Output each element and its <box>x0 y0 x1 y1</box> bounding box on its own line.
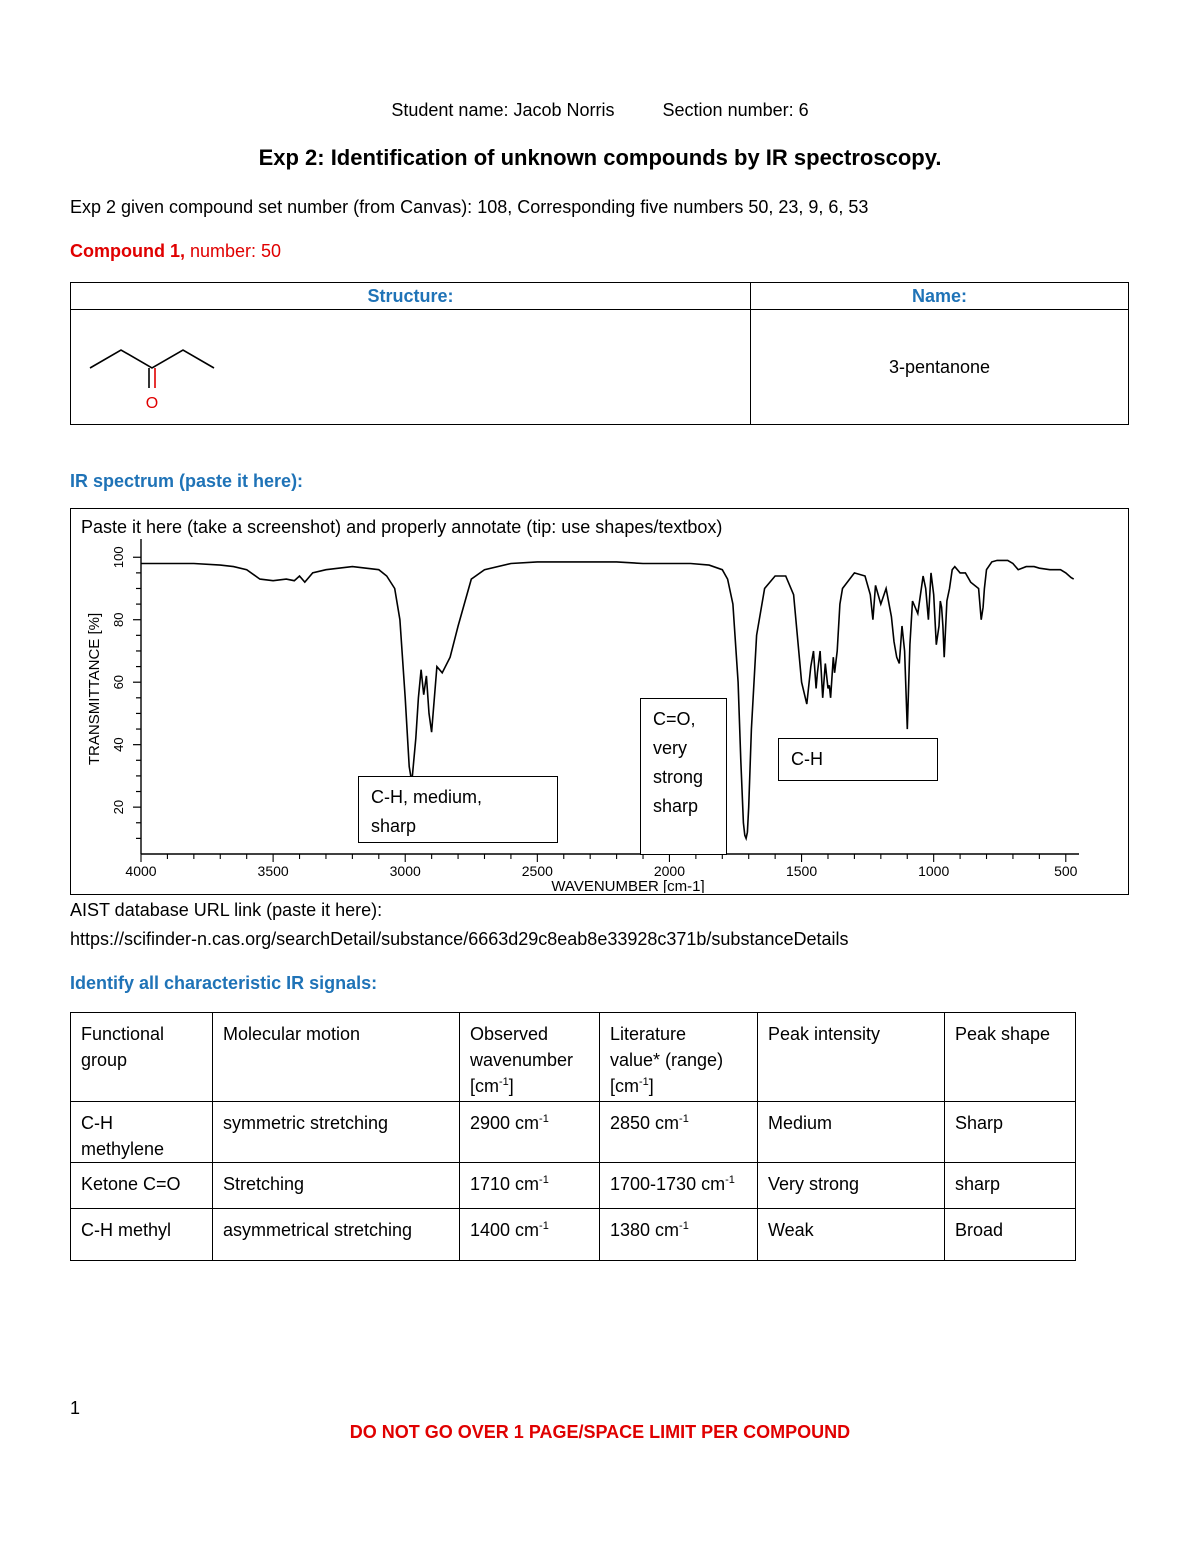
cell-shape: sharp <box>945 1163 1076 1209</box>
annotation-text: strong <box>653 767 704 787</box>
y-tick-label: 60 <box>111 674 126 690</box>
table-header-row <box>71 1013 1076 1102</box>
student-name: Student name: Jacob Norris <box>391 100 615 120</box>
cell-literature: 1700-1730 $cm^{-1}$ <box>600 1163 758 1209</box>
cell-motion: Stretching <box>213 1163 460 1209</box>
x-tick-label: 2500 <box>521 863 553 879</box>
cell-literature: 1380 $cm^{-1}$ <box>600 1209 758 1261</box>
cell-motion: symmetric stretching <box>213 1102 460 1163</box>
y-tick-label: 40 <box>111 737 126 752</box>
page-number: 1 <box>70 1398 81 1418</box>
table-row <box>71 1209 1076 1261</box>
cell-shape: Broad <box>945 1209 1076 1261</box>
cell-literature: 2850 $cm^{-1}$ <box>600 1102 758 1163</box>
annotation-ch <box>778 738 938 781</box>
cell-group: C-H methylene <box>71 1102 213 1163</box>
header-literature: Literature value* (range) $[cm^{-1}]$ <box>600 1013 758 1102</box>
oxygen-label: O <box>145 395 159 412</box>
header-intensity: Peak intensity <box>758 1013 945 1102</box>
ir-chart <box>71 509 1127 893</box>
x-axis-label: WAVENUMBER [cm-1] <box>551 878 705 893</box>
cell-observed: 1710 $cm^{-1}$ <box>460 1163 600 1209</box>
cell-group: C-H methyl <box>71 1209 213 1261</box>
x-tick-label: 3000 <box>389 863 421 879</box>
cell-group: Ketone C=O <box>71 1163 213 1209</box>
header-functional-group: Functional group <box>71 1013 213 1102</box>
x-tick-label: 4000 <box>125 863 157 879</box>
signals-table <box>70 1012 1076 1261</box>
table-row <box>71 1102 1076 1163</box>
compound-heading <box>70 241 281 262</box>
cell-observed: 2900 $cm^{-1}$ <box>460 1102 600 1163</box>
cell-motion: asymmetrical stretching <box>213 1209 460 1261</box>
structure-header: Structure: <box>71 283 751 310</box>
compound-name: 3-pentanone <box>751 310 1129 425</box>
section-number: Section number: 6 <box>662 100 809 120</box>
annotation-ch-medium <box>358 776 558 843</box>
structure-table <box>70 282 1129 425</box>
y-tick-label: 20 <box>111 799 126 815</box>
x-tick-label: 2000 <box>653 863 686 879</box>
database-url[interactable]: https://scifinder-n.cas.org/searchDetail/substance/6663d29c8eab8e33928c371b/substanceDetails <box>70 929 849 949</box>
spectrum-line <box>141 560 1074 838</box>
cell-intensity: Very strong <box>758 1163 945 1209</box>
header-molecular-motion: Molecular motion <box>213 1013 460 1102</box>
annotation-text: C-H, medium, <box>371 787 483 807</box>
compound-heading-label: Compound 1, <box>70 241 185 261</box>
ir-spectrum-box <box>70 508 1129 895</box>
ir-instruction: Paste it here (take a screenshot) and properly annotate (tip: use shapes/textbox) <box>81 517 723 537</box>
cell-intensity: Medium <box>758 1102 945 1163</box>
header-shape: Peak shape <box>945 1013 1076 1102</box>
student-info-line <box>0 100 1200 121</box>
annotation-text: C-H <box>791 749 823 769</box>
table-row <box>71 1163 1076 1209</box>
x-tick-label: 3500 <box>257 863 289 879</box>
x-tick-label: 1500 <box>785 863 818 879</box>
y-axis-label: TRANSMITTANCE [%] <box>86 612 103 766</box>
header-observed: Observed wavenumber $[cm^{-1}]$ <box>460 1013 600 1102</box>
structure-cell <box>71 310 751 425</box>
annotation-text: sharp <box>653 796 699 816</box>
cell-observed: 1400 $cm^{-1}$ <box>460 1209 600 1261</box>
name-header: Name: <box>751 283 1129 310</box>
y-tick-label: 80 <box>111 612 126 627</box>
annotation-text: C=O, <box>653 709 696 729</box>
page-title: Exp 2: Identification of unknown compounds by IR spectroscopy. <box>258 145 942 170</box>
compound-set-line: Exp 2 given compound set number (from Canvas): 108, Corresponding five numbers 50, 23, 9, 6, 53 <box>70 197 869 217</box>
structure-drawing <box>85 336 225 416</box>
annotation-carbonyl <box>640 698 727 855</box>
x-tick-label: 500 <box>1054 863 1078 879</box>
x-tick-label: 1000 <box>918 863 950 879</box>
signals-heading: Identify all characteristic IR signals: <box>70 973 378 993</box>
ir-heading: IR spectrum (paste it here): <box>70 471 304 491</box>
url-label: AIST database URL link (paste it here): <box>70 900 383 920</box>
page-limit-warning: DO NOT GO OVER 1 PAGE/SPACE LIMIT PER COMPOUND <box>349 1422 851 1442</box>
annotation-text: very <box>653 738 688 758</box>
compound-number: number: 50 <box>185 241 282 261</box>
annotation-text: sharp <box>371 816 417 836</box>
y-tick-label: 100 <box>111 546 126 569</box>
cell-intensity: Weak <box>758 1209 945 1261</box>
cell-shape: Sharp <box>945 1102 1076 1163</box>
